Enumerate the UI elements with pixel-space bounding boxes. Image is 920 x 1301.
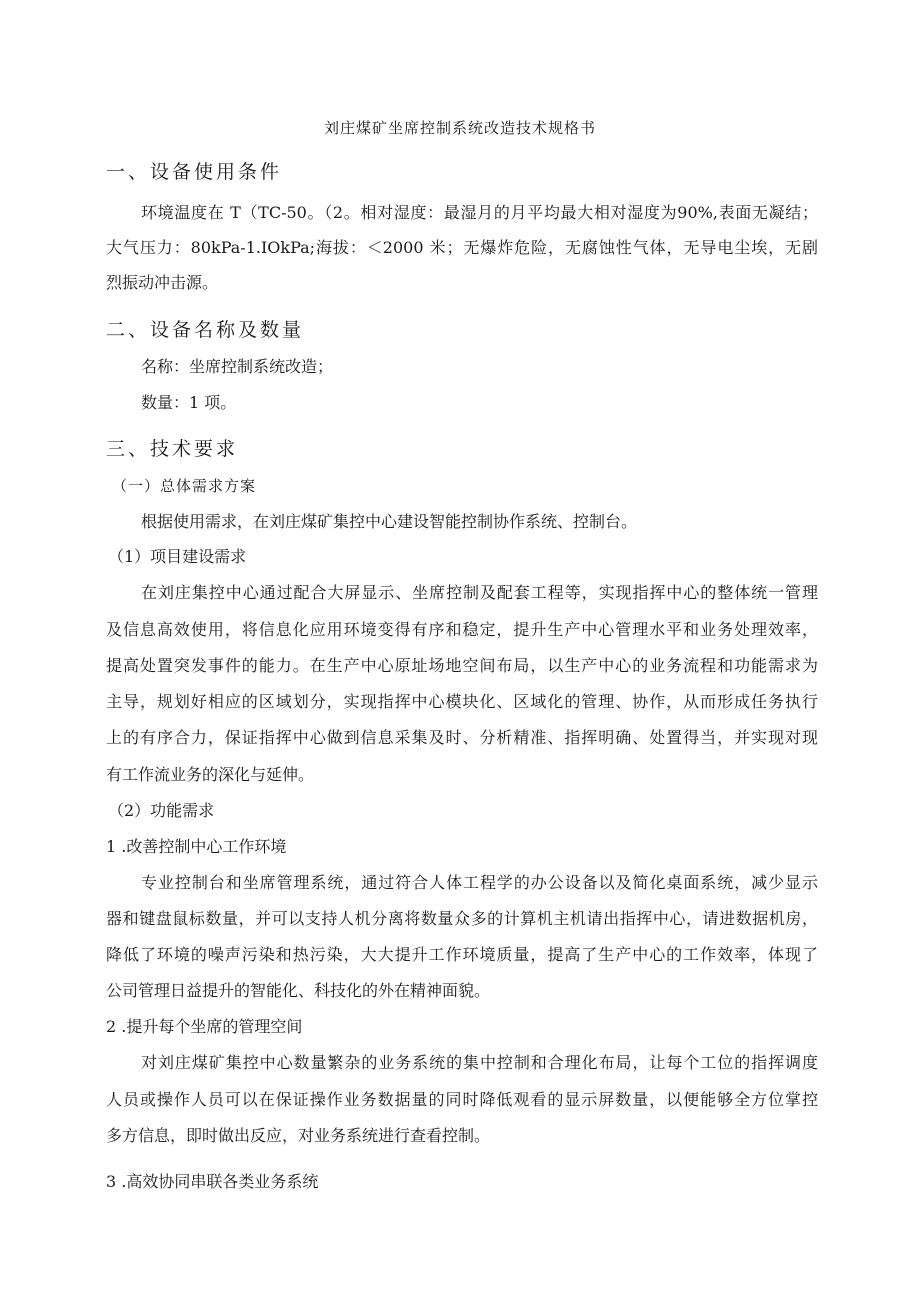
paragraph-line: 根据使用需求，在刘庄煤矿集控中心建设智能控制协作系统、控制台。 — [141, 512, 638, 531]
paragraph-line: 对刘庄煤矿集控中心数量繁杂的业务系统的集中控制和合理化布局，让每个工位的指挥调度 — [141, 1053, 818, 1072]
subheading-function-needs: （2）功能需求 — [108, 801, 215, 820]
paragraph-line: 多方信息，即时做出反应，对业务系统进行查看控制。 — [106, 1126, 491, 1145]
subheading-project-needs: （1）项目建设需求 — [108, 547, 247, 566]
paragraph-line: 公司管理日益提升的智能化、科技化的外在精神面貌。 — [106, 981, 491, 1000]
equipment-name: 名称：坐席控制系统改造； — [141, 357, 334, 376]
paragraph-line: 主导，规划好相应的区域划分，实现指挥中心模块化、区域化的管理、协作，从而形成任务执行 — [106, 692, 818, 711]
item-title: 2 .提升每个坐席的管理空间 — [106, 1017, 303, 1036]
paragraph-line: 提高处置突发事件的能力。在生产中心原址场地空间布局，以生产中心的业务流程和功能需求为 — [106, 656, 818, 675]
paragraph-line: 在刘庄集控中心通过配合大屏显示、坐席控制及配套工程等，实现指挥中心的整体统一管理 — [141, 583, 818, 602]
document-title: 刘庄煤矿坐席控制系统改造技术规格书 — [323, 119, 596, 137]
section-heading-conditions: 一、设备使用条件 — [106, 161, 283, 183]
section-heading-requirements: 三、技术要求 — [106, 438, 239, 460]
item-title: 3 .高效协同串联各类业务系统 — [106, 1172, 319, 1191]
paragraph-line: 上的有序合力，保证指挥中心做到信息采集及时、分析精准、指挥明确、处置得当，并实现对现 — [106, 728, 818, 747]
paragraph-line: 降低了环境的噪声污染和热污染，大大提升工作环境质量，提高了生产中心的工作效率，体现了 — [106, 945, 818, 964]
item-title: 1 .改善控制中心工作环境 — [106, 837, 287, 856]
section-heading-equipment: 二、设备名称及数量 — [106, 319, 305, 341]
paragraph-line: 大气压力：80kPa-1.IOkPa;海拔：＜2000 米；无爆炸危险，无腐蚀性气体，无导电尘埃，无剧 — [106, 238, 818, 257]
paragraph-line: 专业控制台和坐席管理系统，通过符合人体工程学的办公设备以及简化桌面系统，减少显示 — [141, 873, 818, 892]
paragraph-line: 环境温度在 T（TC-50。（2。相对湿度：最湿月的月平均最大相对湿度为90%,表面无凝结； — [141, 203, 818, 222]
subheading-overall-plan: （一）总体需求方案 — [112, 477, 257, 495]
paragraph-line: 有工作流业务的深化与延伸。 — [106, 765, 315, 784]
paragraph-line: 器和键盘鼠标数量，并可以支持人机分离将数量众多的计算机主机请出指挥中心，请进数据机房， — [106, 909, 818, 928]
paragraph-line: 烈振动冲击源。 — [106, 273, 219, 292]
equipment-quantity: 数量：1 项。 — [141, 393, 237, 412]
paragraph-line: 人员或操作人员可以在保证操作业务数据量的同时降低观看的显示屏数量，以便能够全方位掌控 — [106, 1090, 818, 1109]
paragraph-line: 及信息高效使用，将信息化应用环境变得有序和稳定，提升生产中心管理水平和业务处理效率， — [106, 620, 818, 639]
